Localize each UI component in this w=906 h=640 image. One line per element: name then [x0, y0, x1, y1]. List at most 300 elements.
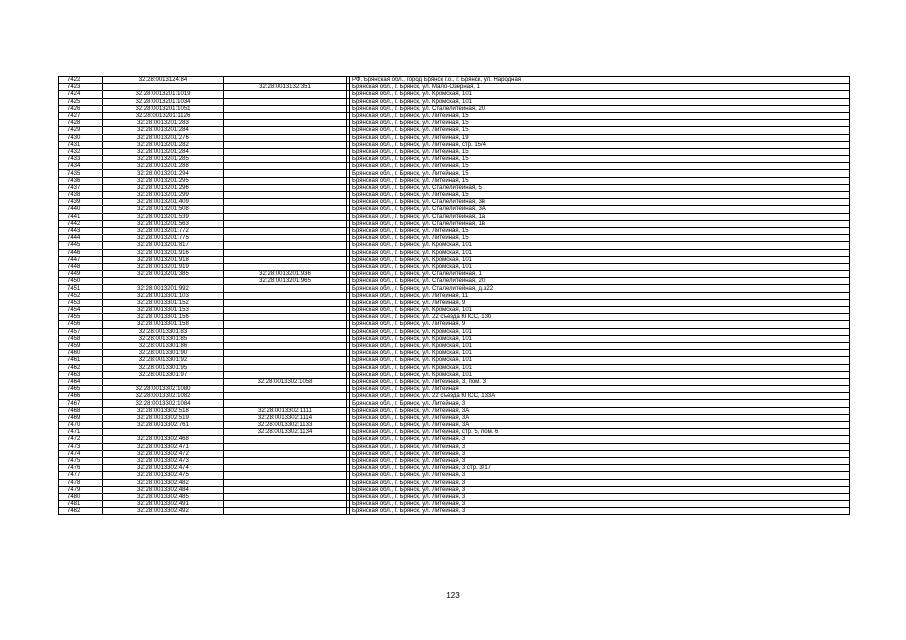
row-number: 7464: [59, 378, 103, 385]
cadastral-number-secondary: [224, 163, 347, 170]
table-row: [59, 342, 850, 349]
table-row: [59, 192, 850, 199]
row-number: 7458: [59, 335, 103, 342]
cadastral-number: [103, 378, 224, 385]
table-row: [59, 148, 850, 155]
cadastral-number-secondary: [224, 206, 347, 213]
cadastral-number-secondary: 32:28:0013302:1114: [224, 414, 347, 421]
address: Брянская обл., г. Брянск, ул. Литейная, 3: [350, 479, 850, 486]
table-row: [59, 120, 850, 127]
table-row: [59, 472, 850, 479]
table-row: [59, 486, 850, 493]
row-number: 7429: [59, 127, 103, 134]
cadastral-number-secondary: [224, 465, 347, 472]
row-number: 7438: [59, 192, 103, 199]
row-number: 7448: [59, 263, 103, 270]
cadastral-number: 32:28:0013302:484: [103, 486, 224, 493]
property-table: [58, 76, 850, 515]
cadastral-number: [103, 429, 224, 436]
cadastral-number: 32:28:0013302:485: [103, 493, 224, 500]
row-number: 7472: [59, 436, 103, 443]
cadastral-number: 32:28:0013301:85: [103, 335, 224, 342]
row-number: 7460: [59, 350, 103, 357]
table-row: [59, 227, 850, 234]
address: Брянская обл., г. Брянск, ул. Сталелитейная, 1а: [350, 213, 850, 220]
row-number: 7453: [59, 299, 103, 306]
cadastral-number: 32:28:0013302:518: [103, 407, 224, 414]
cadastral-number-secondary: [224, 508, 347, 515]
cadastral-number: [103, 84, 224, 91]
cadastral-number-secondary: [224, 457, 347, 464]
cadastral-number: 32:28:0013201:283: [103, 120, 224, 127]
cadastral-number: 32:28:0013201:772: [103, 227, 224, 234]
cadastral-number: 32:28:0013302:761: [103, 422, 224, 429]
address: Брянская обл., г. Брянск, ул. Кромская, 101: [350, 256, 850, 263]
cadastral-number-secondary: [224, 148, 347, 155]
table-row: [59, 163, 850, 170]
table-row: [59, 285, 850, 292]
row-number: 7434: [59, 163, 103, 170]
row-number: 7444: [59, 235, 103, 242]
cadastral-number: 32:28:0013201:276: [103, 134, 224, 141]
table-row: [59, 450, 850, 457]
table-row: [59, 170, 850, 177]
cadastral-number: 32:28:0013201:409: [103, 199, 224, 206]
row-number: 7475: [59, 457, 103, 464]
cadastral-number: 32:28:0013201:285: [103, 156, 224, 163]
address: Брянская обл., г. Брянск, ул. Литейная, 15: [350, 148, 850, 155]
cadastral-number: [103, 278, 224, 285]
cadastral-number: 32:28:0013201:282: [103, 141, 224, 148]
cadastral-number: 32:28:0013201:385: [103, 271, 224, 278]
row-number: 7432: [59, 148, 103, 155]
cadastral-number-secondary: [224, 321, 347, 328]
row-number: 7431: [59, 141, 103, 148]
table-row: [59, 263, 850, 270]
row-number: 7445: [59, 242, 103, 249]
cadastral-number-secondary: [224, 227, 347, 234]
table-row: [59, 242, 850, 249]
cadastral-number: 32:28:0013201:775: [103, 235, 224, 242]
address: Брянская обл., г. Брянск, ул. Мало-Озерная, 1: [350, 84, 850, 91]
address: Брянская обл., г. Брянск, ул. Сталелитейная, 20: [350, 278, 850, 285]
row-number: 7449: [59, 271, 103, 278]
table-row: [59, 220, 850, 227]
address: Брянская обл., г. Брянск, ул. Кромская, 101: [350, 342, 850, 349]
row-number: 7430: [59, 134, 103, 141]
cadastral-number-secondary: [224, 105, 347, 112]
row-number: 7446: [59, 249, 103, 256]
table-row: [59, 321, 850, 328]
address: Брянская обл., г. Брянск, ул. Кромская, 101: [350, 328, 850, 335]
document-sheet: [58, 76, 849, 515]
cadastral-number: 32:28:0013201:296: [103, 184, 224, 191]
cadastral-number-secondary: [224, 443, 347, 450]
address: Брянская обл., г. Брянск, ул. Сталелитейная, 1: [350, 271, 850, 278]
address: Брянская обл., г. Брянск, ул. Литейная, 3: [350, 443, 850, 450]
cadastral-number-secondary: [224, 393, 347, 400]
cadastral-number: 32:28:0013201:992: [103, 285, 224, 292]
cadastral-number: 32:28:0013301:158: [103, 321, 224, 328]
address: Брянская обл., г. Брянск, ул. 22 съезда КПСС, 133А: [350, 393, 850, 400]
address: Брянская обл., г. Брянск, ул. Сталелитейная, 3в: [350, 199, 850, 206]
table-row: [59, 292, 850, 299]
cadastral-number-secondary: [224, 242, 347, 249]
address: Брянская обл., г. Брянск, ул. Литейная, 15: [350, 156, 850, 163]
cadastral-number: 32:28:0013301:103: [103, 292, 224, 299]
table-row: [59, 328, 850, 335]
address: Брянская обл., г. Брянск, ул. Литейная, стр. 15/4: [350, 141, 850, 148]
address: Брянская обл., г. Брянск, ул. Кромская, 101: [350, 371, 850, 378]
table-row: [59, 501, 850, 508]
cadastral-number-secondary: [224, 184, 347, 191]
cadastral-number: 32:28:0013201:294: [103, 170, 224, 177]
cadastral-number: 32:28:0013201:1034: [103, 98, 224, 105]
cadastral-number-secondary: [224, 292, 347, 299]
address: Брянская обл., г. Брянск, ул. Литейная, стр. 5, пом. 6: [350, 429, 850, 436]
cadastral-number: 32:28:0013302:468: [103, 436, 224, 443]
row-number: 7459: [59, 342, 103, 349]
table-row: [59, 249, 850, 256]
table-row: [59, 105, 850, 112]
table-row: [59, 98, 850, 105]
row-number: 7467: [59, 400, 103, 407]
table-row: [59, 156, 850, 163]
row-number: 7435: [59, 170, 103, 177]
row-number: 7463: [59, 371, 103, 378]
row-number: 7473: [59, 443, 103, 450]
row-number: 7424: [59, 91, 103, 98]
row-number: 7470: [59, 422, 103, 429]
cadastral-number-secondary: [224, 386, 347, 393]
address: Брянская обл., г. Брянск, ул. Литейная, 3, пом. 3: [350, 378, 850, 385]
table-row: [59, 77, 850, 84]
cadastral-number: 32:28:0013302:1084: [103, 400, 224, 407]
address: Брянская обл., г. Брянск, ул. Литейная, 3: [350, 493, 850, 500]
cadastral-number-secondary: [224, 249, 347, 256]
row-number: 7471: [59, 429, 103, 436]
table-row: [59, 134, 850, 141]
cadastral-number-secondary: [224, 170, 347, 177]
table-row: [59, 307, 850, 314]
cadastral-number: 32:28:0013302:492: [103, 508, 224, 515]
address: Брянская обл., г. Брянск, ул. 22 съезда КПСС, 13б: [350, 314, 850, 321]
row-number: 7452: [59, 292, 103, 299]
row-number: 7433: [59, 156, 103, 163]
row-number: 7455: [59, 314, 103, 321]
cadastral-number-secondary: [224, 299, 347, 306]
table-row: [59, 184, 850, 191]
cadastral-number-secondary: [224, 213, 347, 220]
cadastral-number-secondary: [224, 285, 347, 292]
address: Брянская обл., г. Брянск, ул. Литейная, 3: [350, 436, 850, 443]
table-row: [59, 479, 850, 486]
row-number: 7426: [59, 105, 103, 112]
address: Брянская обл., г. Брянск, ул. Сталелитейная, 1в: [350, 220, 850, 227]
row-number: 7443: [59, 227, 103, 234]
table-row: [59, 407, 850, 414]
address: Брянская обл., г. Брянск, ул. Кромская, 101: [350, 364, 850, 371]
cadastral-number: 32:28:0013201:284: [103, 127, 224, 134]
address: Брянская обл., г. Брянск, ул. Литейная, 3: [350, 472, 850, 479]
table-body: [59, 77, 850, 515]
row-number: 7447: [59, 256, 103, 263]
cadastral-number: 32:28:0013201:918: [103, 256, 224, 263]
address: Брянская обл., г. Брянск, ул. Литейная, 15: [350, 127, 850, 134]
table-row: [59, 206, 850, 213]
table-row: [59, 127, 850, 134]
address: Брянская обл., г. Брянск, ул. Литейная, 3: [350, 450, 850, 457]
address: Брянская обл., г. Брянск, ул. Литейная, 3: [350, 508, 850, 515]
table-row: [59, 350, 850, 357]
cadastral-number: 32:28:0013201:1051: [103, 105, 224, 112]
row-number: 7478: [59, 479, 103, 486]
address: Брянская обл., г. Брянск, ул. Кромская, 101: [350, 263, 850, 270]
table-row: [59, 493, 850, 500]
table-row: [59, 112, 850, 119]
table-row: [59, 457, 850, 464]
cadastral-number-secondary: [224, 472, 347, 479]
cadastral-number: 32:28:0013201:508: [103, 206, 224, 213]
cadastral-number-secondary: [224, 364, 347, 371]
cadastral-number-secondary: [224, 256, 347, 263]
address: Брянская обл., г. Брянск, ул. Кромская, 101: [350, 249, 850, 256]
table-row: [59, 235, 850, 242]
table-row: [59, 256, 850, 263]
address: Брянская обл., г. Брянск, ул. Литейная, 15: [350, 177, 850, 184]
row-number: 7440: [59, 206, 103, 213]
table-row: [59, 84, 850, 91]
row-number: 7482: [59, 508, 103, 515]
cadastral-number-secondary: [224, 342, 347, 349]
cadastral-number-secondary: [224, 220, 347, 227]
cadastral-number: 32:28:0013302:1080: [103, 386, 224, 393]
row-number: 7423: [59, 84, 103, 91]
cadastral-number-secondary: [224, 328, 347, 335]
address: Брянская обл., г. Брянск, ул. Кромская, 101: [350, 91, 850, 98]
address: Брянская обл., г. Брянск, ул. Кромская, 101: [350, 98, 850, 105]
address: Брянская обл., г. Брянск, ул. Сталелитейная, 20: [350, 105, 850, 112]
address: Брянская обл., г. Брянск, ул. Литейная, 15: [350, 170, 850, 177]
cadastral-number-secondary: [224, 199, 347, 206]
table-row: [59, 299, 850, 306]
cadastral-number: 32:28:0013301:90: [103, 350, 224, 357]
row-number: 7436: [59, 177, 103, 184]
address: Брянская обл., г. Брянск, ул. Литейная, 3: [350, 400, 850, 407]
cadastral-number-secondary: [224, 127, 347, 134]
cadastral-number: 32:28:0013201:1126: [103, 112, 224, 119]
table-row: [59, 371, 850, 378]
table-row: [59, 199, 850, 206]
cadastral-number-secondary: [224, 77, 347, 84]
cadastral-number: 32:28:0013301:83: [103, 328, 224, 335]
row-number: 7439: [59, 199, 103, 206]
cadastral-number-secondary: [224, 486, 347, 493]
table-row: [59, 271, 850, 278]
row-number: 7468: [59, 407, 103, 414]
cadastral-number-secondary: [224, 479, 347, 486]
cadastral-number: 32:28:0013201:295: [103, 177, 224, 184]
cadastral-number-secondary: 32:28:0013302:1133: [224, 422, 347, 429]
table-row: [59, 364, 850, 371]
cadastral-number-secondary: [224, 134, 347, 141]
cadastral-number: 32:28:0013201:916: [103, 249, 224, 256]
row-number: 7456: [59, 321, 103, 328]
cadastral-number: 32:28:0013301:153: [103, 307, 224, 314]
cadastral-number: 32:28:0013201:1019: [103, 91, 224, 98]
cadastral-number: 32:28:0013302:519: [103, 414, 224, 421]
address: Брянская обл., г. Брянск, ул. Кромская, 101: [350, 350, 850, 357]
row-number: 7442: [59, 220, 103, 227]
cadastral-number: 32:28:0013201:284: [103, 148, 224, 155]
address: Брянская обл., г. Брянск, ул. Литейная, 3: [350, 501, 850, 508]
address: Брянская обл., г. Брянск, ул. Литейная, 15: [350, 235, 850, 242]
table-row: [59, 393, 850, 400]
cadastral-number-secondary: [224, 371, 347, 378]
table-row: [59, 414, 850, 421]
table-row: [59, 443, 850, 450]
row-number: 7425: [59, 98, 103, 105]
address: Брянская обл., г. Брянск, ул. Кромская, 101: [350, 307, 850, 314]
address: Брянская обл., г. Брянск, ул. Кромская, 101: [350, 357, 850, 364]
cadastral-number-secondary: [224, 314, 347, 321]
row-number: 7428: [59, 120, 103, 127]
cadastral-number: 32:28:0013201:563: [103, 220, 224, 227]
cadastral-number-secondary: 32:28:0013132:351: [224, 84, 347, 91]
cadastral-number-secondary: [224, 436, 347, 443]
row-number: 7481: [59, 501, 103, 508]
cadastral-number: 32:28:0013201:299: [103, 192, 224, 199]
table-row: [59, 314, 850, 321]
table-row: [59, 357, 850, 364]
cadastral-number-secondary: 32:28:0013302:1058: [224, 378, 347, 385]
cadastral-number-secondary: [224, 235, 347, 242]
cadastral-number-secondary: [224, 177, 347, 184]
cadastral-number: 32:28:0013302:473: [103, 457, 224, 464]
address: Брянская обл., г. Брянск, ул. Литейная, 9: [350, 321, 850, 328]
address: Брянская обл., г. Брянск, ул. Литейная, 11: [350, 292, 850, 299]
table-row: [59, 465, 850, 472]
cadastral-number: 32:28:0013301:152: [103, 299, 224, 306]
address: Брянская обл., г. Брянск, ул. Литейная, 3А: [350, 422, 850, 429]
cadastral-number-secondary: [224, 501, 347, 508]
cadastral-number-secondary: [224, 98, 347, 105]
cadastral-number-secondary: [224, 192, 347, 199]
cadastral-number-secondary: [224, 450, 347, 457]
address: Брянская обл., г. Брянск, ул. Литейная, 3: [350, 457, 850, 464]
row-number: 7427: [59, 112, 103, 119]
address: Брянская обл., г. Брянск, ул. Литейная, 15: [350, 227, 850, 234]
table-row: [59, 508, 850, 515]
table-row: [59, 429, 850, 436]
cadastral-number: 32:28:0013302:491: [103, 501, 224, 508]
cadastral-number: 32:28:0013201:288: [103, 163, 224, 170]
cadastral-number-secondary: 32:28:0013201:936: [224, 271, 347, 278]
cadastral-number: 32:28:0013301:86: [103, 342, 224, 349]
cadastral-number: 32:28:0013301:156: [103, 314, 224, 321]
cadastral-number-secondary: [224, 112, 347, 119]
address: Брянская обл., г. Брянск, ул. Литейная, 15: [350, 120, 850, 127]
table-row: [59, 213, 850, 220]
address: Брянская обл., г. Брянск, ул. Литейная, 3: [350, 486, 850, 493]
address: Брянская обл., г. Брянск, ул. Литейная, 9: [350, 299, 850, 306]
row-number: 7450: [59, 278, 103, 285]
address: Брянская обл., г. Брянск, ул. Сталелитейная, 5: [350, 184, 850, 191]
table-row: [59, 91, 850, 98]
row-number: 7422: [59, 77, 103, 84]
cadastral-number-secondary: [224, 91, 347, 98]
address: Брянская обл., г. Брянск, ул. Литейная, 19: [350, 134, 850, 141]
cadastral-number: 32:28:0013201:919: [103, 263, 224, 270]
cadastral-number-secondary: 32:28:0013201:965: [224, 278, 347, 285]
table-row: [59, 436, 850, 443]
address: Брянская обл., г. Брянск, ул. Литейная, 15: [350, 163, 850, 170]
cadastral-number-secondary: [224, 263, 347, 270]
page-number: 123: [446, 591, 460, 600]
address: Брянская обл., г. Брянск, ул. Литейная, 3А: [350, 414, 850, 421]
row-number: 7454: [59, 307, 103, 314]
cadastral-number: 32:28:0013302:474: [103, 465, 224, 472]
table-row: [59, 141, 850, 148]
table-row: [59, 278, 850, 285]
address: Брянская обл., г. Брянск, ул. Литейная, 15: [350, 192, 850, 199]
cadastral-number: 32:28:0013201:817: [103, 242, 224, 249]
cadastral-number-secondary: 32:28:0013302:1111: [224, 407, 347, 414]
address: Брянская обл., г. Брянск, ул. Кромская, 101: [350, 242, 850, 249]
table-row: [59, 335, 850, 342]
row-number: 7441: [59, 213, 103, 220]
cadastral-number-secondary: [224, 141, 347, 148]
row-number: 7457: [59, 328, 103, 335]
row-number: 7477: [59, 472, 103, 479]
cadastral-number-secondary: [224, 307, 347, 314]
row-number: 7479: [59, 486, 103, 493]
row-number: 7465: [59, 386, 103, 393]
cadastral-number: 32:28:0013302:471: [103, 443, 224, 450]
cadastral-number: 32:28:0013302:475: [103, 472, 224, 479]
table-row: [59, 422, 850, 429]
cadastral-number: 32:28:0013124:84: [103, 77, 224, 84]
address: Брянская обл., г. Брянск, ул. Сталелитейная, д.з22: [350, 285, 850, 292]
row-number: 7469: [59, 414, 103, 421]
row-number: 7451: [59, 285, 103, 292]
address: Брянская обл., г. Брянск, ул. Литейная, 3А: [350, 407, 850, 414]
address: Брянская обл., г. Брянск, ул. Литейная, 3 стр. 3/17: [350, 465, 850, 472]
table-row: [59, 378, 850, 385]
table-row: [59, 177, 850, 184]
cadastral-number-secondary: [224, 493, 347, 500]
cadastral-number: 32:28:0013301:95: [103, 364, 224, 371]
table-row: [59, 386, 850, 393]
address: Брянская обл., г. Брянск, ул. Литейная: [350, 386, 850, 393]
row-number: 7476: [59, 465, 103, 472]
row-number: 7462: [59, 364, 103, 371]
row-number: 7480: [59, 493, 103, 500]
cadastral-number-secondary: [224, 350, 347, 357]
row-number: 7466: [59, 393, 103, 400]
cadastral-number: 32:28:0013301:97: [103, 371, 224, 378]
cadastral-number: 32:28:0013302:1082: [103, 393, 224, 400]
address: Брянская обл., г. Брянск, ул. Литейная, 15: [350, 112, 850, 119]
address: Брянская обл., г. Брянск, ул. Сталелитейная, 3А: [350, 206, 850, 213]
cadastral-number: 32:28:0013201:539: [103, 213, 224, 220]
cadastral-number-secondary: [224, 335, 347, 342]
table-row: [59, 400, 850, 407]
row-number: 7461: [59, 357, 103, 364]
row-number: 7474: [59, 450, 103, 457]
cadastral-number: 32:28:0013301:92: [103, 357, 224, 364]
cadastral-number-secondary: 32:28:0013302:1134: [224, 429, 347, 436]
